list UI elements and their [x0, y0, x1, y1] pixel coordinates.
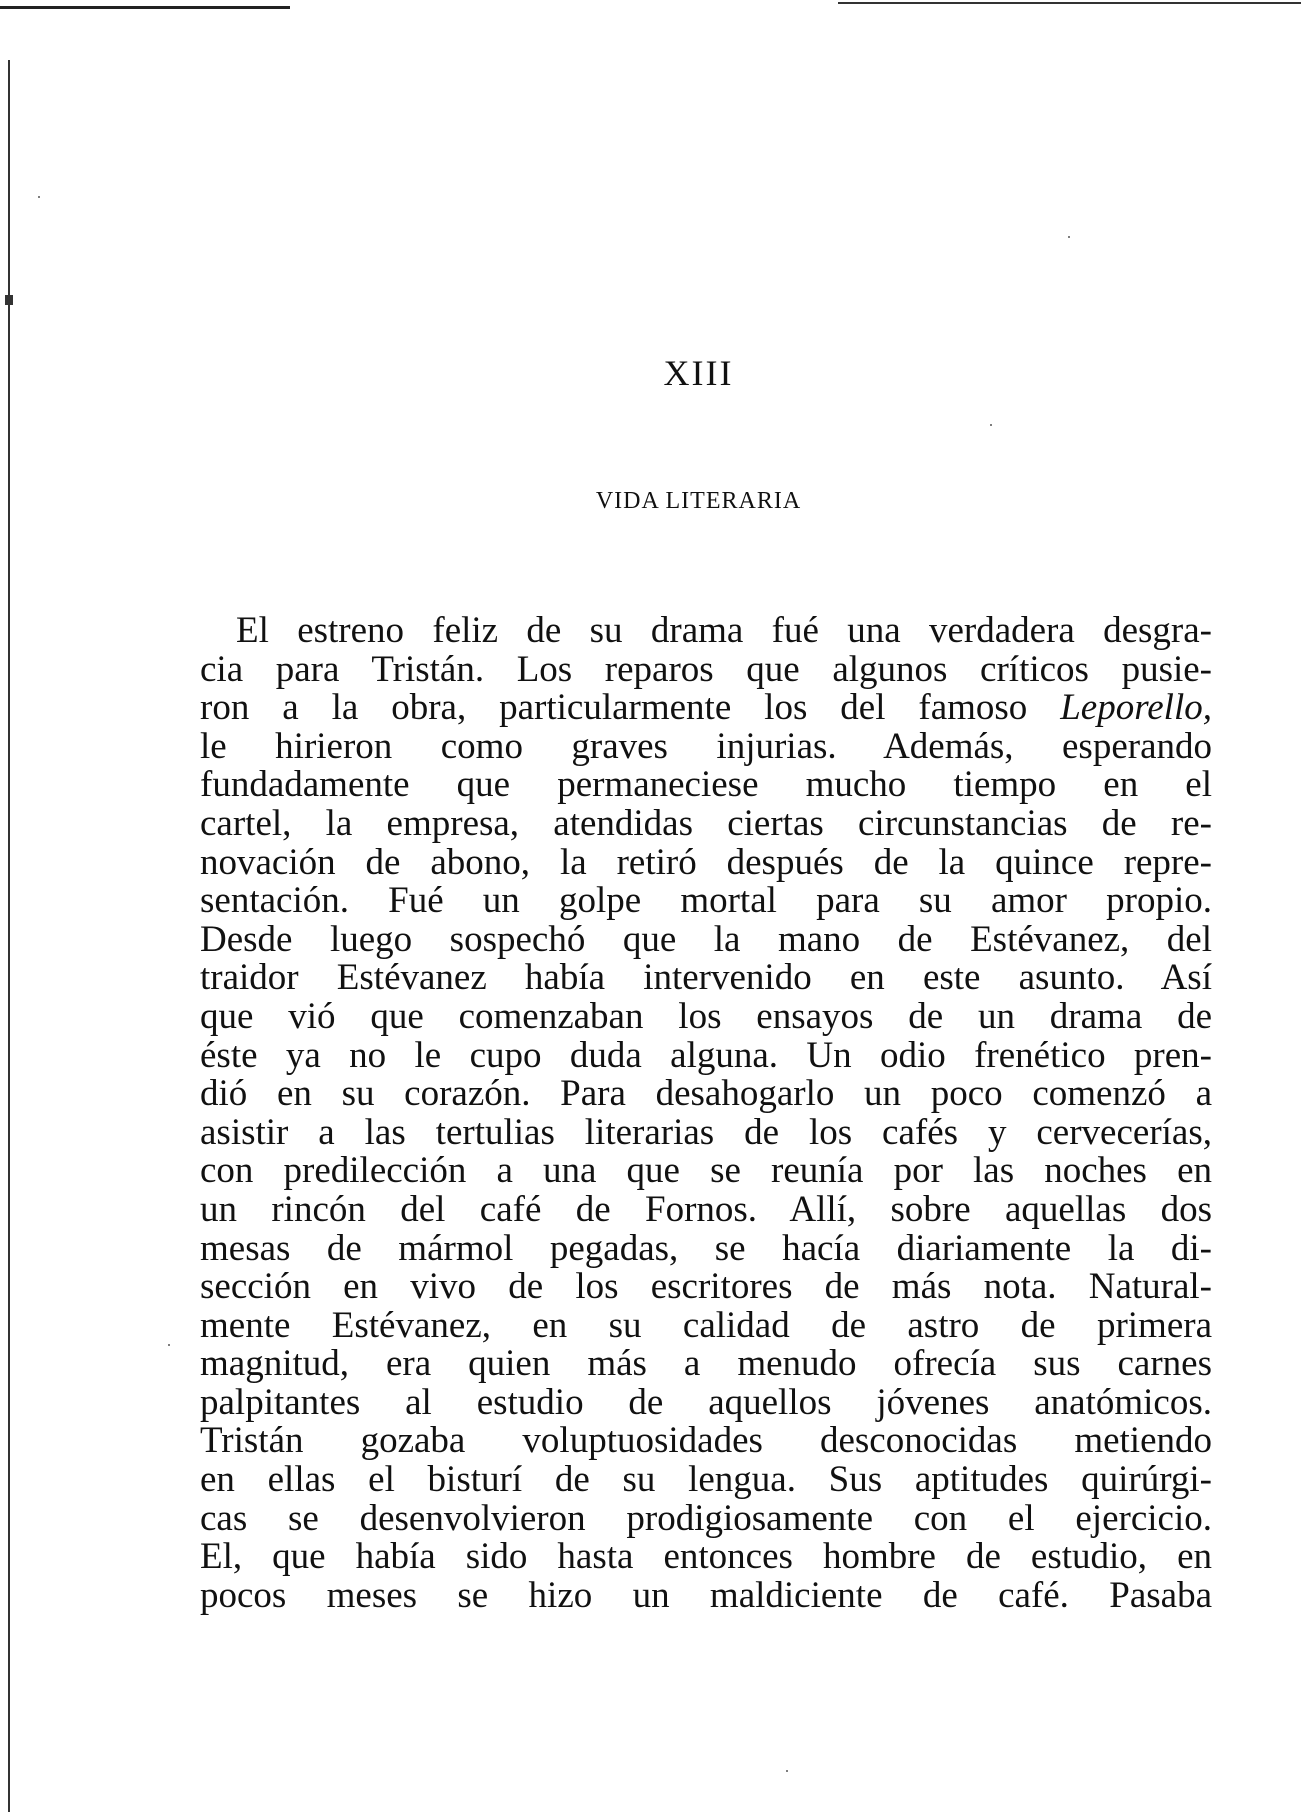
text-line: [200, 689, 1212, 728]
scan-speck: [990, 424, 992, 426]
chapter-number: XIII: [663, 353, 734, 393]
scan-edge-left: [8, 60, 10, 1812]
text-line: Desde luego sospechó que la mano de Estévanez, del: [200, 918, 1212, 960]
scan-speck: [38, 196, 40, 198]
text-line: cia para Tristán. Los reparos que algunos críticos pusie-: [200, 648, 1212, 690]
text-line: dió en su corazón. Para desahogarlo un poco comenzó a: [200, 1073, 1212, 1115]
text-line: mesas de mármol pegadas, se hacía diariamente la di-: [200, 1227, 1212, 1269]
scan-speck: [168, 1344, 170, 1346]
text-line: traidor Estévanez había intervenido en este asunto. Así: [200, 957, 1212, 999]
text-line: cas se desenvolvieron prodigiosamente con el ejercicio.: [200, 1497, 1212, 1539]
text-line: magnitud, era quien más a menudo ofrecía sus carnes: [200, 1343, 1212, 1385]
text-line: en ellas el bisturí de su lengua. Sus aptitudes quirúrgi-: [200, 1459, 1212, 1501]
text-line: con predilección a una que se reunía por las noches en: [200, 1150, 1212, 1192]
scan-edge-top-right: [838, 2, 1301, 4]
text-line: sentación. Fué un golpe mortal para su amor propio.: [200, 880, 1212, 922]
text-line: fundadamente que permaneciese mucho tiempo en el: [200, 764, 1212, 806]
scan-speck: [1068, 236, 1070, 238]
chapter-title: VIDA LITERARIA: [595, 488, 802, 514]
text-line: El estreno feliz de su drama fué una verdadera desgra-: [236, 610, 1212, 651]
text-line: El, que había sido hasta entonces hombre de estudio, en: [200, 1536, 1212, 1578]
text-line: pocos meses se hizo un maldiciente de café. Pasaba: [200, 1574, 1212, 1616]
scan-edge-top-left: [0, 6, 290, 9]
text-line: Tristán gozaba voluptuosidades desconocidas metiendo: [200, 1420, 1212, 1462]
text-line: palpitantes al estudio de aquellos jóvenes anatómicos.: [200, 1381, 1212, 1423]
text-line: mente Estévanez, en su calidad de astro de primera: [200, 1304, 1212, 1346]
text-line: le hirieron como graves injurias. Además, esperando: [200, 725, 1212, 767]
text-line: asistir a las tertulias literarias de los cafés y cervecerías,: [200, 1111, 1212, 1153]
body-paragraph: [200, 612, 1212, 1615]
scan-edge-mark: [5, 295, 13, 305]
text-line: cartel, la empresa, atendidas ciertas circunstancias de re-: [200, 802, 1212, 844]
scan-speck: [786, 1770, 788, 1772]
text-line: un rincón del café de Fornos. Allí, sobre aquellas dos: [200, 1188, 1212, 1230]
text-line: sección en vivo de los escritores de más nota. Natural-: [200, 1266, 1212, 1308]
text-line: novación de abono, la retiró después de la quince repre-: [200, 841, 1212, 883]
text-line: éste ya no le cupo duda alguna. Un odio frenético pren-: [200, 1034, 1212, 1076]
italic-name: Leporello,: [1060, 687, 1212, 729]
text-line: que vió que comenzaban los ensayos de un drama de: [200, 995, 1212, 1037]
text-line-part: ron a la obra, particularmente los del famoso: [200, 687, 1061, 729]
